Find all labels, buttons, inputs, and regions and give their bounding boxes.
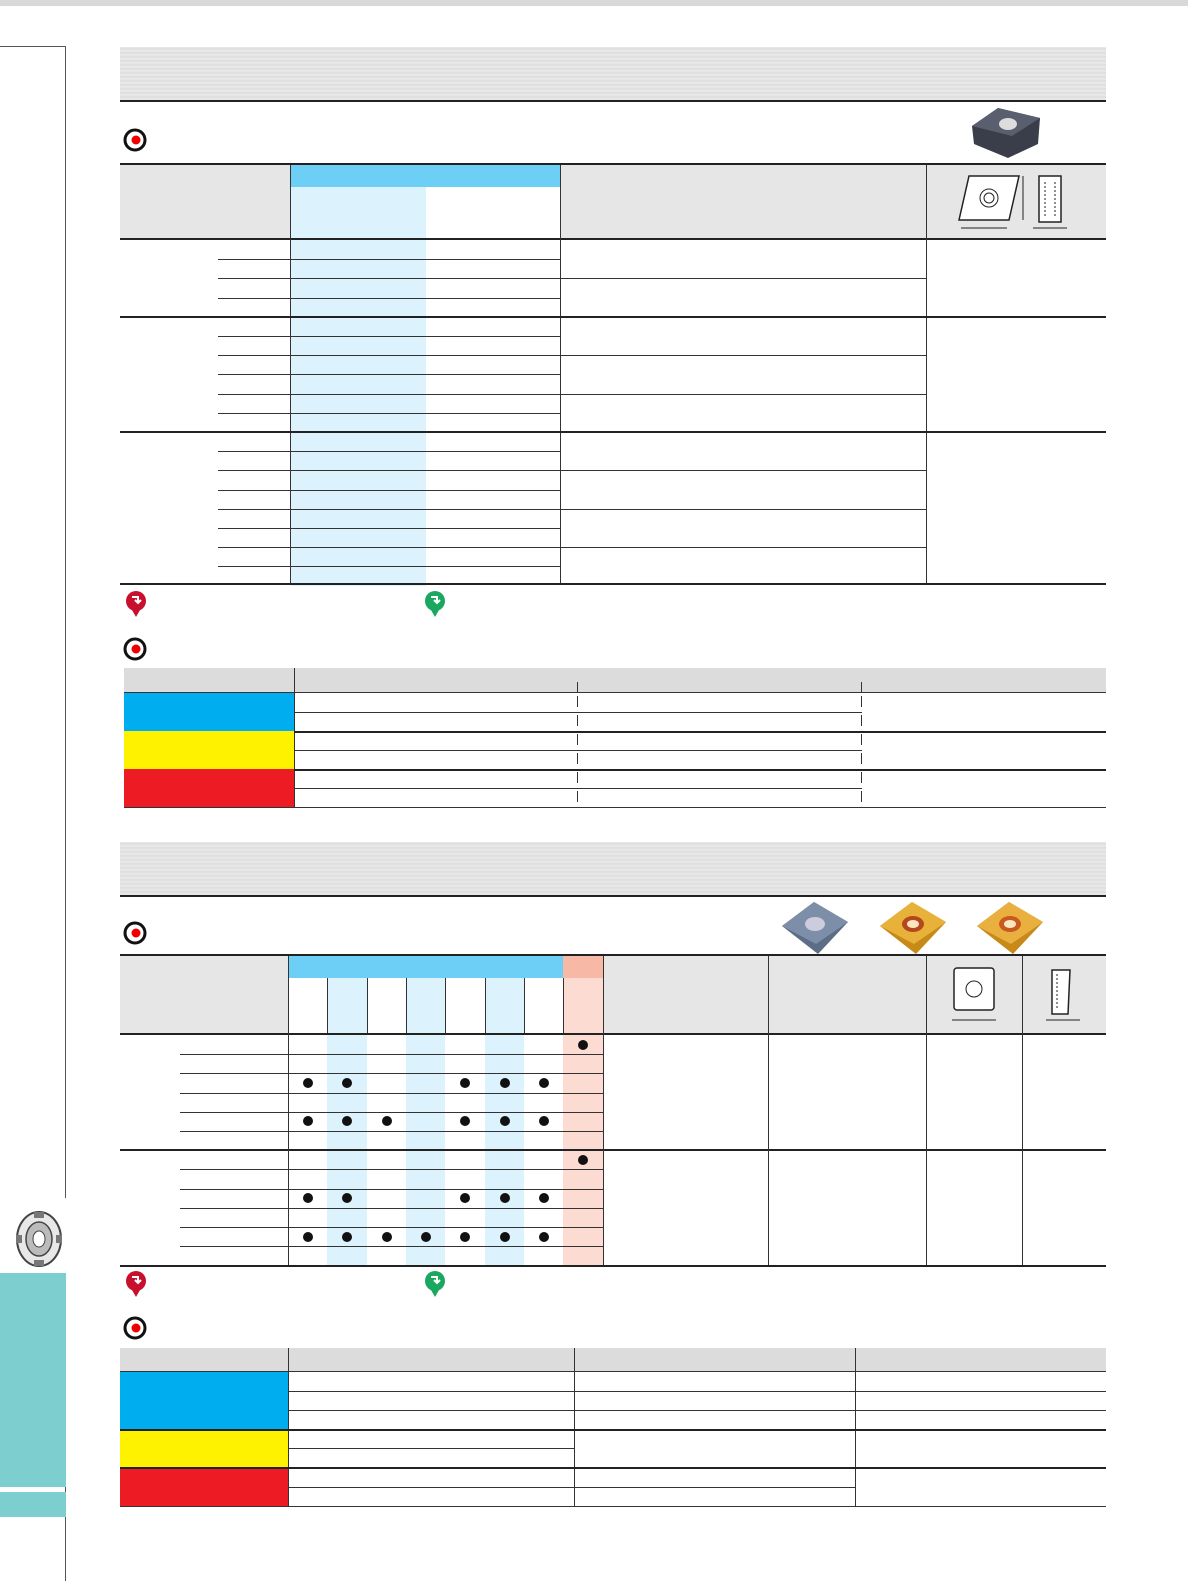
grade-available-dot: [342, 1232, 352, 1242]
conditions2-vline-3: [855, 1348, 856, 1507]
conditions2-row-rule: [288, 1410, 1106, 1411]
table1-grade-cell: [291, 509, 426, 528]
grade-available-dot: [500, 1232, 510, 1242]
grade-available-dot: [500, 1078, 510, 1088]
table1-desc-rule: [561, 547, 927, 548]
insert-top-drawing-icon: [948, 964, 1002, 1028]
grade-available-dot: [578, 1040, 588, 1050]
target-circle-icon: [123, 1316, 147, 1340]
table2-row-rule: [180, 1189, 603, 1190]
category-yellow: [120, 1430, 288, 1468]
table2-grade-subhead-divider: [485, 978, 486, 1033]
table2-head-grade-extra: [563, 956, 603, 978]
category-blue: [124, 693, 294, 731]
table2-grade-cell: [406, 1035, 445, 1054]
table2-grade-subhead-divider: [563, 978, 564, 1033]
table1-row-rule: [218, 547, 561, 548]
table2-row-rule: [180, 1073, 603, 1074]
table1-head-sub2: [426, 187, 561, 239]
table2-head-col1: [120, 956, 288, 1034]
table1-grade-cell: [291, 547, 426, 566]
insert-photo-icon: [968, 104, 1044, 160]
conditions1-tick: [861, 753, 862, 764]
red-pin-arrow-icon: [124, 1270, 148, 1298]
table1-grade-cell: [291, 470, 426, 489]
table1-head-col1: [120, 165, 290, 239]
table2-grade-subhead-divider: [367, 978, 368, 1033]
table1-grade-cell: [291, 394, 426, 413]
insert-photo-grey-icon: [778, 898, 852, 958]
table2-grade-cell: [327, 1054, 367, 1073]
grade-available-dot: [421, 1232, 431, 1242]
table2-grade-cell: [485, 1054, 524, 1073]
conditions1-row-rule: [294, 769, 1106, 771]
table2-head-col4: [769, 956, 927, 1034]
grade-available-dot: [303, 1078, 313, 1088]
table2-vline: [768, 956, 769, 1266]
target-circle-icon: [123, 128, 147, 152]
conditions1-row-rule: [294, 750, 862, 751]
table2-vline: [926, 956, 927, 1266]
sidebar-tab[interactable]: [0, 1273, 66, 1487]
table1-desc-rule: [561, 355, 927, 356]
grade-available-dot: [382, 1116, 392, 1126]
table2-row-rule: [180, 1246, 603, 1247]
table1-row-rule: [218, 470, 561, 471]
green-pin-arrow-icon: [423, 1270, 447, 1298]
table2-grade-cell: [563, 1246, 603, 1265]
table1-row-rule: [218, 298, 561, 299]
green-pin-arrow-icon: [423, 590, 447, 618]
table1-group-rule: [120, 431, 1106, 433]
table1-grade-cell: [291, 355, 426, 374]
table2-grade-cell: [327, 1150, 367, 1169]
table2-grade-cell: [563, 1189, 603, 1208]
table2-row-rule: [180, 1227, 603, 1228]
conditions1-tick: [861, 791, 862, 802]
table2-grade-cell: [563, 1131, 603, 1150]
table1-row-rule: [218, 394, 561, 395]
conditions1-row-rule: [294, 788, 862, 789]
table1-bottom-rule: [120, 583, 1106, 585]
table2-grade-cell: [327, 1093, 367, 1112]
grade-available-dot: [382, 1232, 392, 1242]
table1-row-rule: [218, 259, 561, 260]
grade-available-dot: [303, 1232, 313, 1242]
table2-grade-cell: [563, 1093, 603, 1112]
table2-head-col3: [603, 956, 769, 1034]
left-border: [65, 46, 66, 1198]
table1-grade-cell: [291, 278, 426, 297]
table2-grade-cell: [327, 1035, 367, 1054]
table1-row-rule: [218, 278, 561, 279]
table2-vline: [288, 956, 289, 1266]
insert-photo-gold-icon: [876, 898, 950, 958]
grade-available-dot: [500, 1116, 510, 1126]
table2-grade-cell: [485, 1131, 524, 1150]
conditions1-tick: [861, 734, 862, 745]
table2-grade-cell: [563, 1112, 603, 1131]
grade-available-dot: [303, 1116, 313, 1126]
grade-available-dot: [539, 1232, 549, 1242]
table1-desc-rule: [561, 394, 927, 395]
conditions1-tick: [861, 696, 862, 707]
grade-available-dot: [539, 1116, 549, 1126]
conditions2-row-rule: [288, 1487, 856, 1488]
table2-grade-cell: [485, 1093, 524, 1112]
table1-grade-cell: [291, 432, 426, 451]
grade-available-dot: [460, 1232, 470, 1242]
table2-grade-cell: [406, 1189, 445, 1208]
table1-grade-cell: [291, 413, 426, 432]
table2-grade-subhead-divider: [327, 978, 328, 1033]
table2-row-rule: [180, 1093, 603, 1094]
left-border-top: [0, 46, 66, 47]
conditions2-vline-2: [574, 1348, 575, 1507]
table2-grade-cell: [406, 1169, 445, 1188]
grade-available-dot: [303, 1193, 313, 1203]
table2-grade-subhead: [327, 978, 367, 1033]
conditions1-tick-2: [861, 682, 862, 692]
conditions1-tick: [577, 696, 578, 707]
table2-head-rule: [120, 1033, 1106, 1035]
conditions2-vline-1: [288, 1348, 289, 1507]
table2-row-rule: [180, 1131, 603, 1132]
table2-grade-subhead: [524, 978, 563, 1033]
conditions2-row-rule: [288, 1391, 1106, 1392]
table2-grade-cell: [327, 1169, 367, 1188]
table2-row-rule: [180, 1169, 603, 1170]
grade-available-dot: [500, 1193, 510, 1203]
table1-row-rule: [218, 413, 561, 414]
table1-row-rule: [218, 566, 561, 567]
table1-desc-rule: [561, 509, 927, 510]
insert-drawing-icon: [955, 172, 1070, 234]
conditions2-group-rule: [120, 1467, 1106, 1469]
table1-head-sub1: [290, 187, 426, 239]
insert-photo-gold2-icon: [973, 898, 1047, 958]
sidebar-tab-lower[interactable]: [0, 1492, 66, 1517]
table2-grade-cell: [406, 1131, 445, 1150]
table2-grade-subhead: [288, 978, 327, 1033]
table2-grade-cell: [563, 1169, 603, 1188]
table2-grade-cell: [485, 1035, 524, 1054]
table2-row-rule: [180, 1208, 603, 1209]
table2-grade-cell: [563, 1073, 603, 1092]
category-red: [124, 769, 294, 808]
table2-grade-cell: [406, 1093, 445, 1112]
conditions1-tick: [577, 734, 578, 745]
table2-grade-cell: [563, 1208, 603, 1227]
table2-grade-cell: [327, 1131, 367, 1150]
top-bar: [0, 0, 1188, 6]
table1-grade-cell: [291, 298, 426, 317]
table1-desc-rule: [561, 470, 927, 471]
table1-desc-rule: [561, 278, 927, 279]
grade-available-dot: [460, 1193, 470, 1203]
table2-vline: [603, 956, 604, 1266]
table1-grade-cell: [291, 451, 426, 470]
conditions1-bottom-rule: [124, 807, 1106, 808]
grade-available-dot: [578, 1155, 588, 1165]
table1-row-rule: [218, 336, 561, 337]
table1-group-rule: [120, 316, 1106, 318]
insert-side-drawing-icon: [1040, 964, 1090, 1028]
table2-grade-cell: [485, 1246, 524, 1265]
red-pin-arrow-icon: [124, 590, 148, 618]
table1-grade-cell: [291, 336, 426, 355]
conditions1-head: [124, 668, 1106, 692]
table2-grade-cell: [485, 1150, 524, 1169]
table1-grade-cell: [291, 374, 426, 393]
table1-row-rule: [218, 509, 561, 510]
conditions2-group-rule: [120, 1429, 1106, 1431]
conditions2-row-rule: [288, 1448, 575, 1449]
table2-grade-cell: [327, 1246, 367, 1265]
table2-grade-subhead-divider: [524, 978, 525, 1033]
table1-grade-cell: [291, 240, 426, 259]
table1-grade-cell: [291, 259, 426, 278]
table1-row-rule: [218, 355, 561, 356]
table2-head-grade: [288, 956, 563, 978]
table2-grade-subhead: [563, 978, 603, 1033]
table1-grade-cell: [291, 317, 426, 336]
section-1-header: [120, 47, 1106, 102]
conditions1-tick: [577, 715, 578, 726]
conditions1-tick: [577, 753, 578, 764]
category-yellow: [124, 731, 294, 769]
table2-grade-cell: [485, 1169, 524, 1188]
table1-head-col3: [561, 165, 927, 239]
table2-grade-subhead: [485, 978, 524, 1033]
table1-row-rule: [218, 374, 561, 375]
table1-row-rule: [218, 490, 561, 491]
conditions1-tick: [861, 772, 862, 783]
category-red: [120, 1468, 288, 1507]
table2-grade-cell: [327, 1208, 367, 1227]
table1-head-grade: [290, 165, 561, 187]
target-circle-icon: [123, 921, 147, 945]
conditions1-row-rule: [294, 731, 1106, 733]
conditions1-tick: [577, 791, 578, 802]
table2-grade-cell: [406, 1112, 445, 1131]
conditions1-tick-1: [577, 682, 578, 692]
table2-grade-cell: [406, 1246, 445, 1265]
table2-grade-subhead-divider: [406, 978, 407, 1033]
table2-grade-cell: [485, 1208, 524, 1227]
grade-available-dot: [539, 1193, 549, 1203]
table2-grade-cell: [406, 1150, 445, 1169]
table1-row-rule: [218, 451, 561, 452]
conditions2-head: [120, 1348, 1106, 1371]
table2-grade-cell: [406, 1073, 445, 1092]
conditions1-tick: [861, 715, 862, 726]
target-circle-icon: [123, 637, 147, 661]
table2-grade-subhead: [445, 978, 485, 1033]
table2-row-rule: [180, 1112, 603, 1113]
grade-available-dot: [460, 1116, 470, 1126]
grade-available-dot: [539, 1078, 549, 1088]
grade-available-dot: [342, 1078, 352, 1088]
table2-grade-cell: [406, 1054, 445, 1073]
conditions2-bottom-rule: [120, 1506, 1106, 1507]
section-2-header: [120, 842, 1106, 897]
table2-grade-cell: [563, 1227, 603, 1246]
table2-grade-subhead: [406, 978, 445, 1033]
table2-grade-cell: [406, 1208, 445, 1227]
conditions1-row-rule: [294, 712, 862, 713]
table2-grade-subhead: [367, 978, 406, 1033]
table2-vline: [1022, 956, 1023, 1266]
table2-group-rule: [120, 1149, 1106, 1151]
milling-cutter-icon: [14, 1210, 64, 1268]
grade-available-dot: [460, 1078, 470, 1088]
table1-grade-cell: [291, 490, 426, 509]
table1-row-rule: [218, 528, 561, 529]
table2-bottom-rule: [120, 1265, 1106, 1267]
table1-grade-cell: [291, 528, 426, 547]
table2-grade-subhead-divider: [445, 978, 446, 1033]
table2-row-rule: [180, 1054, 603, 1055]
table1-vline-3: [926, 165, 927, 584]
table2-grade-cell: [563, 1054, 603, 1073]
conditions1-tick: [577, 772, 578, 783]
table1-head-rule: [120, 238, 1106, 240]
category-blue: [120, 1372, 288, 1430]
conditions1-vline: [294, 668, 295, 808]
